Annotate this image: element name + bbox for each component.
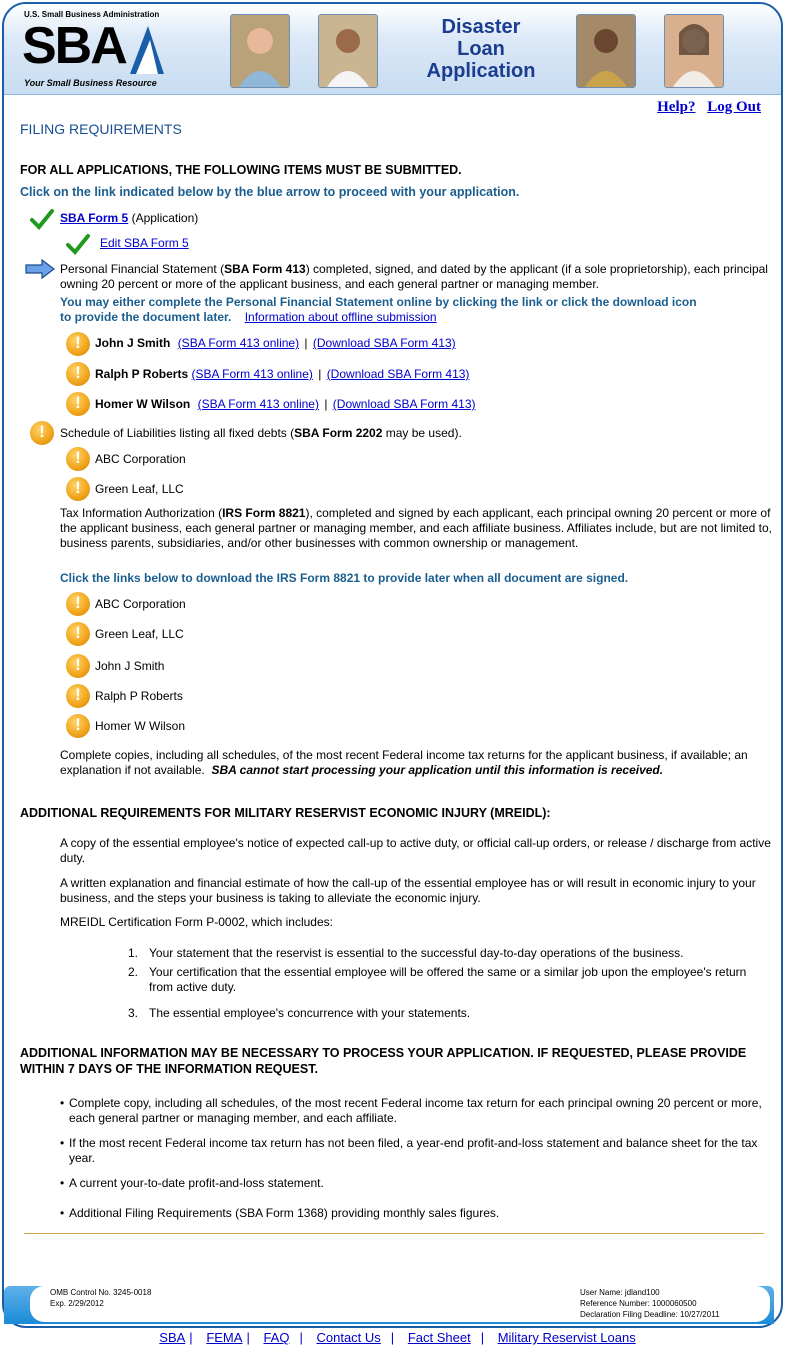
form413-online-link[interactable]: (SBA Form 413 online) [191,367,313,381]
form413-online-link[interactable]: (SBA Form 413 online) [197,397,319,411]
warning-icon [66,684,90,708]
tax-form-bold: IRS Form 8821 [222,506,306,520]
warning-icon [66,332,90,356]
pfs-form-bold: SBA Form 413 [224,262,306,276]
agency-name: U.S. Small Business Administration [24,10,160,19]
tax-note: Click the links below to download the IRS Form 8821 to provide later when all document are signed. [60,571,629,585]
sba-logo: SBA [22,17,126,75]
section1-heading: FOR ALL APPLICATIONS, THE FOLLOWING ITEMS MUST BE SUBMITTED. [20,163,462,177]
divider [24,1233,764,1234]
mreidl-list-item: Your certification that the essential employee will be offered the same or a similar job upon the employee's return from active duty. [149,965,747,994]
edit-sba-form5-link[interactable]: Edit SBA Form 5 [100,236,189,250]
form413-download-link[interactable]: (Download SBA Form 413) [332,397,476,411]
pfs-pre: Personal Financial Statement ( [60,262,225,276]
faq-link[interactable]: FAQ [263,1330,290,1345]
tax-post: ), completed and signed by each applicant, each principal owning 20 percent or more of the applicant business, each general partner or managing member, and each affiliate business. Affiliates include, but are not limited to, business parents, subsidiaries, and/or other businesses with common ownership or management. [60,506,772,550]
schedule-post: may be used). [382,426,462,440]
contact-us-link[interactable]: Contact Us [316,1330,381,1345]
warning-icon [66,714,90,738]
app-title-line3: Application [426,60,536,82]
tax-entity[interactable]: Green Leaf, LLC [95,627,184,641]
header-banner [4,4,781,95]
warning-icon [66,392,90,416]
schedule-form-bold: SBA Form 2202 [294,426,383,440]
blue-arrow-icon [24,258,56,280]
page-title: FILING REQUIREMENTS [20,121,182,137]
offline-submission-link[interactable]: Information about offline submission [244,310,437,324]
filing-deadline: Declaration Filing Deadline: 10/27/2011 [580,1310,720,1319]
omb-number: OMB Control No. 3245-0018 [50,1288,152,1297]
mreidl-para1: A copy of the essential employee's notice of expected call-up to active duty, or official call-up orders, or release / discharge from active duty. [60,836,771,865]
warning-icon [30,421,54,445]
sba-tagline: Your Small Business Resource [24,78,157,88]
person-photo-4 [664,14,724,88]
tax-entity[interactable]: Ralph P Roberts [95,689,183,703]
mreidl-list-item: The essential employee's concurrence with your statements. [149,1006,471,1020]
copies-bold: SBA cannot start processing your application until this information is received. [211,763,664,777]
sba-form5-link[interactable]: SBA Form 5 [60,211,129,225]
mreidl-list-item: Your statement that the reservist is essential to the successful day-to-day operations of the business. [149,946,684,960]
person-photo-2 [318,14,378,88]
omb-expiration: Exp. 2/29/2012 [50,1299,104,1308]
tax-entity[interactable]: John J Smith [95,659,165,673]
form413-download-link[interactable]: (Download SBA Form 413) [326,367,470,381]
footer-info [30,1286,770,1322]
bottom-links: SBA | FEMA | FAQ | Contact Us | Fact Sheet | Military Reservist Loans [159,1330,636,1345]
tax-entity[interactable]: Homer W Wilson [95,719,186,733]
tax-pre: Tax Information Authorization ( [60,506,223,520]
fact-sheet-link[interactable]: Fact Sheet [407,1330,471,1345]
tax-entity[interactable]: ABC Corporation [95,597,186,611]
help-link[interactable]: Help? [657,99,696,115]
warning-icon [66,362,90,386]
warning-icon [66,654,90,678]
additional-bullet: If the most recent Federal income tax return has not been filed, a year-end profit-and-loss statement and balance sheet for the tax year. [69,1136,758,1165]
military-reservist-loans-link[interactable]: Military Reservist Loans [497,1330,636,1345]
check-icon [30,208,54,230]
top-links [649,99,761,116]
reference-number: Reference Number: 1000060500 [580,1299,697,1308]
warning-icon [66,477,90,501]
fema-link[interactable]: FEMA [206,1330,243,1345]
form413-download-link[interactable]: (Download SBA Form 413) [312,336,456,350]
user-name: User Name: jdland100 [580,1288,660,1297]
additional-bullet: A current your-to-date profit-and-loss statement. [69,1176,324,1190]
warning-icon [66,592,90,616]
sba-swoosh-icon [128,22,166,76]
sba-link[interactable]: SBA [159,1330,186,1345]
logout-link[interactable]: Log Out [707,99,761,115]
pfs-online-note: You may either complete the Personal Financial Statement online by clicking the link or click the download icon to provide the document later. [60,295,697,324]
principal-name: Ralph P Roberts [95,367,189,381]
principal-name: Homer W Wilson [95,397,191,411]
app-title-line1: Disaster [441,16,521,38]
schedule-entity[interactable]: ABC Corporation [95,452,186,466]
app-title [414,16,548,82]
copies-text: Complete copies, including all schedules, of the most recent Federal income tax returns for the applicant business, if available; an explanation if not available. [60,748,748,777]
schedule-pre: Schedule of Liabilities listing all fixed debts ( [60,426,295,440]
person-photo-1 [230,14,290,88]
check-icon [66,233,90,255]
additional-bullet: Complete copy, including all schedules, of the most recent Federal income tax return for each principal owning 20 percent or more, each general partner or managing member, and each affiliate. [69,1096,762,1125]
schedule-entity[interactable]: Green Leaf, LLC [95,482,184,496]
additional-bullet: Additional Filing Requirements (SBA Form 1368) providing monthly sales figures. [69,1206,500,1220]
warning-icon [66,622,90,646]
person-photo-3 [576,14,636,88]
principal-name: John J Smith [95,336,171,350]
form413-online-link[interactable]: (SBA Form 413 online) [177,336,300,350]
mreidl-para2: A written explanation and financial estimate of how the call-up of the essential employee has or will result in economic injury to your business, and the steps your business is taking to alleviate the economic injury. [60,876,756,905]
sba-form5-suffix: (Application) [131,211,199,225]
app-title-line2: Loan [457,38,505,60]
section1-instruction: Click on the link indicated below by the blue arrow to proceed with your application. [20,185,520,199]
warning-icon [66,447,90,471]
mreidl-para3: MREIDL Certification Form P-0002, which includes: [60,915,333,929]
section3-heading: ADDITIONAL INFORMATION MAY BE NECESSARY TO PROCESS YOUR APPLICATION. IF REQUESTED, PLEASE PROVIDE WITHIN 7 DAYS OF THE INFORMATION REQUEST. [20,1046,747,1076]
section2-heading: ADDITIONAL REQUIREMENTS FOR MILITARY RESERVIST ECONOMIC INJURY (MREIDL): [20,806,551,820]
pfs-post: ) completed, signed, and dated by the applicant (if a sole proprietorship), each principal owning 20 percent or more of the applicant business, and each general partner or managing member. [60,262,768,291]
